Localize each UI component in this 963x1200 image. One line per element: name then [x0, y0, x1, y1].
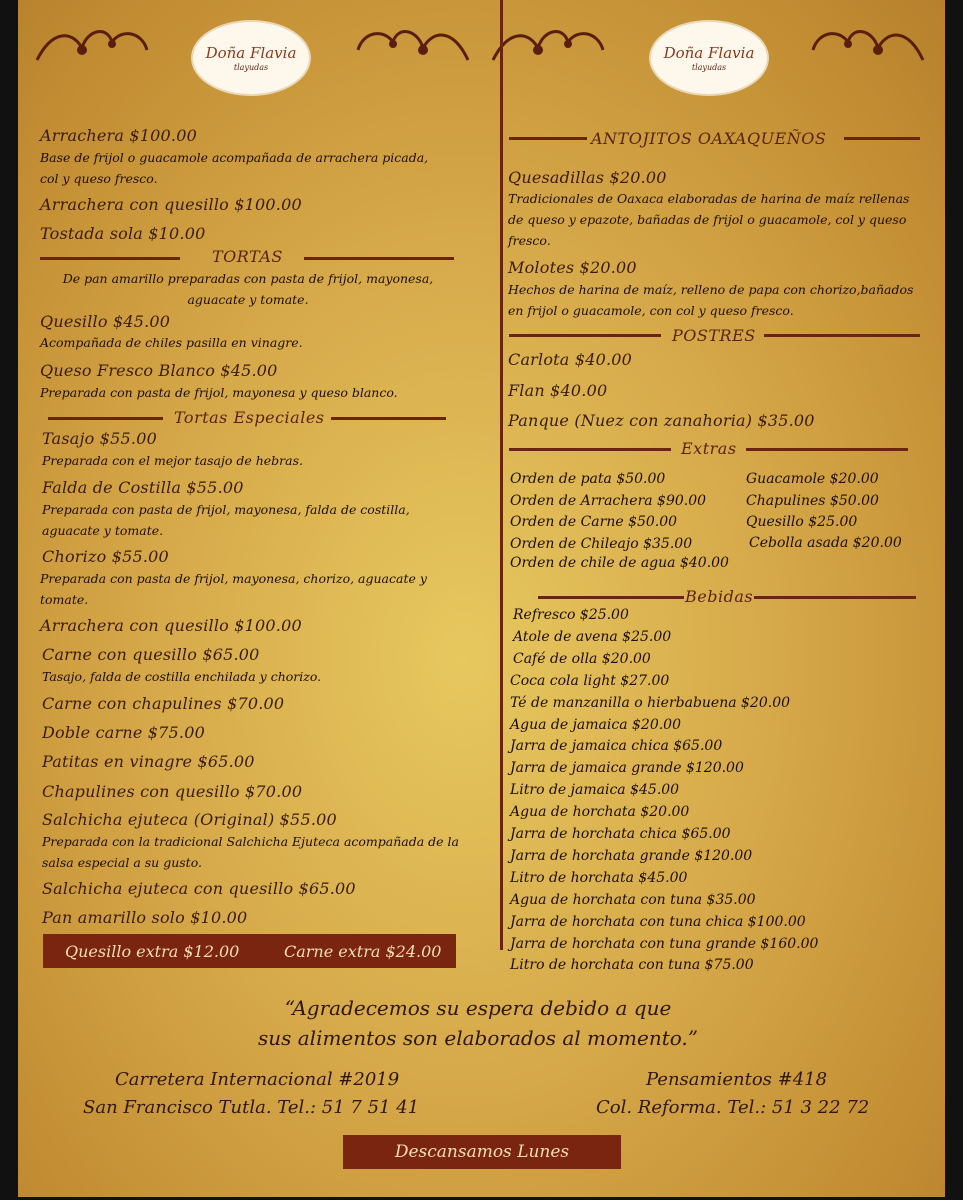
section-rule — [764, 334, 920, 337]
bebida-item: Litro de jamaica $45.00 — [510, 782, 680, 799]
menu-item: Salchicha ejuteca con quesillo $65.00 — [42, 879, 356, 898]
menu-item-desc: Preparada con pasta de frijol, mayonesa, falda de costilla, aguacate y tomate. — [42, 502, 410, 538]
footer-quote-line2: sus alimentos son elaborados al momento.” — [257, 1026, 699, 1050]
bebida-item: Refresco $25.00 — [513, 607, 629, 623]
section-rule — [304, 257, 454, 260]
extra-carne: Carne extra $24.00 — [284, 941, 442, 961]
flourish-ornament-icon — [32, 20, 152, 70]
bebida-item: Agua de jamaica $20.00 — [510, 716, 681, 733]
flourish-ornament-icon — [353, 20, 473, 70]
section-desc: De pan amarillo preparadas con pasta de frijol, mayonesa, aguacate y tomate. — [62, 271, 434, 307]
menu-item-desc: Tradicionales de Oaxaca elaboradas de harina de maíz rellenas de queso y epazote, bañadas de frijol o guacamole, col y queso fresco. — [508, 191, 910, 248]
menu-item-desc: Tasajo, falda de costilla enchilada y chorizo. — [42, 669, 322, 684]
menu-item: Quesadillas $20.00 — [508, 168, 667, 187]
postre-item: Carlota $40.00 — [508, 350, 633, 369]
section-rule — [754, 596, 916, 599]
footer-quote-line1: “Agradecemos su espera debido a que — [284, 996, 672, 1020]
menu-item: Chapulines con quesillo $70.00 — [42, 782, 303, 801]
menu-item: Carne con quesillo $65.00 — [42, 645, 260, 664]
column-divider — [500, 0, 503, 950]
menu-item: Arrachera con quesillo $100.00 — [40, 195, 302, 214]
extra-item: Orden de Carne $50.00 — [510, 514, 678, 530]
brand-name: Doña Flavia — [663, 44, 755, 62]
bebida-item: Té de manzanilla o hierbabuena $20.00 — [510, 694, 791, 711]
menu-item: Salchicha ejuteca (Original) $55.00 — [42, 810, 337, 829]
menu-item: Doble carne $75.00 — [42, 723, 205, 742]
menu-item: Patitas en vinagre $65.00 — [42, 752, 255, 771]
section-rule — [844, 137, 920, 140]
section-title-tortas: TORTAS — [212, 247, 283, 266]
extras-banner — [43, 934, 456, 968]
bebida-item: Jarra de horchata con tuna grande $160.00 — [510, 935, 819, 952]
bebida-item: Litro de horchata $45.00 — [510, 869, 688, 886]
address-2-line1: Pensamientos #418 — [646, 1069, 828, 1090]
extra-item: Chapulines $50.00 — [746, 493, 879, 509]
section-rule — [746, 448, 908, 451]
postre-item: Panque (Nuez con zanahoria) $35.00 — [508, 411, 815, 430]
bebida-item: Jarra de horchata grande $120.00 — [510, 847, 753, 864]
menu-item: Carne con chapulines $70.00 — [42, 694, 285, 713]
menu-item: Arrachera con quesillo $100.00 — [40, 616, 302, 635]
closed-day-banner — [343, 1135, 621, 1169]
postre-item: Flan $40.00 — [508, 381, 608, 400]
bebida-item: Atole de avena $25.00 — [513, 628, 672, 645]
extra-item: Cebolla asada $20.00 — [749, 535, 902, 551]
closed-day-label: Descansamos Lunes — [394, 1142, 570, 1162]
extra-quesillo: Quesillo extra $12.00 — [65, 941, 240, 961]
brand-name: Doña Flavia — [205, 44, 297, 62]
section-title-especiales: Tortas Especiales — [174, 408, 325, 427]
extra-item: Orden de pata $50.00 — [510, 471, 666, 487]
menu-item-desc: Acompañada de chiles pasilla en vinagre. — [40, 335, 303, 350]
section-rule — [48, 417, 163, 420]
extra-item: Quesillo $25.00 — [746, 514, 858, 530]
section-title-extras: Extras — [681, 439, 737, 458]
menu-item: Pan amarillo solo $10.00 — [42, 908, 248, 927]
menu-item: Falda de Costilla $55.00 — [42, 478, 244, 497]
logo — [651, 22, 767, 94]
section-rule — [538, 596, 684, 599]
bebida-item: Café de olla $20.00 — [513, 650, 651, 667]
bebida-item: Agua de horchata con tuna $35.00 — [510, 891, 756, 908]
menu-item-desc: Preparada con el mejor tasajo de hebras. — [42, 453, 303, 468]
section-title-postres: POSTRES — [672, 326, 756, 345]
menu-page — [18, 0, 945, 1197]
menu-item-desc: Preparada con pasta de frijol, mayonesa y queso blanco. — [40, 385, 398, 400]
menu-item-desc: Preparada con la tradicional Salchicha Ejuteca acompañada de la salsa especial a su gusto. — [42, 834, 459, 870]
section-rule — [509, 334, 661, 337]
section-title-antojitos: ANTOJITOS OAXAQUEÑOS — [591, 129, 827, 148]
extra-item: Orden de Chileajo $35.00 — [510, 536, 693, 552]
menu-item-desc: Preparada con pasta de frijol, mayonesa, chorizo, aguacate y tomate. — [40, 571, 427, 607]
menu-item: Tostada sola $10.00 — [40, 224, 206, 243]
menu-item: Chorizo $55.00 — [42, 547, 169, 566]
extra-item: Guacamole $20.00 — [746, 471, 879, 487]
section-title-bebidas: Bebidas — [685, 587, 754, 606]
section-rule — [509, 137, 587, 140]
section-rule — [509, 448, 671, 451]
menu-item: Molotes $20.00 — [508, 258, 637, 277]
brand-tagline: tlayudas — [233, 63, 269, 72]
menu-item: Queso Fresco Blanco $45.00 — [40, 361, 278, 380]
bebida-item: Litro de horchata con tuna $75.00 — [510, 957, 754, 974]
address-1-line2: San Francisco Tutla. Tel.: 51 7 51 41 — [83, 1097, 420, 1118]
menu-item: Tasajo $55.00 — [42, 429, 157, 448]
bebida-item: Agua de horchata $20.00 — [510, 804, 690, 821]
flourish-ornament-icon — [808, 20, 928, 70]
bebida-item: Jarra de jamaica chica $65.00 — [510, 738, 723, 755]
logo — [193, 22, 309, 94]
brand-tagline: tlayudas — [691, 63, 727, 72]
section-rule — [40, 257, 180, 260]
bebida-item: Coca cola light $27.00 — [510, 672, 670, 689]
address-1-line1: Carretera Internacional #2019 — [115, 1069, 400, 1090]
section-rule — [331, 417, 446, 420]
bebida-item: Jarra de jamaica grande $120.00 — [510, 760, 744, 777]
menu-item: Quesillo $45.00 — [40, 312, 171, 331]
menu-item: Arrachera $100.00 — [40, 126, 197, 145]
menu-item-desc: Hechos de harina de maíz, relleno de papa con chorizo,bañados en frijol o guacamole, con col y queso fresco. — [508, 282, 914, 318]
address-2-line2: Col. Reforma. Tel.: 51 3 22 72 — [596, 1097, 870, 1118]
menu-item-desc: Base de frijol o guacamole acompañada de arrachera picada, col y queso fresco. — [40, 150, 429, 186]
bebida-item: Jarra de horchata chica $65.00 — [510, 826, 731, 842]
bebida-item: Jarra de horchata con tuna chica $100.00 — [510, 913, 806, 930]
extra-item: Orden de chile de agua $40.00 — [510, 555, 729, 571]
flourish-ornament-icon — [488, 20, 608, 70]
extra-item: Orden de Arrachera $90.00 — [510, 493, 707, 509]
